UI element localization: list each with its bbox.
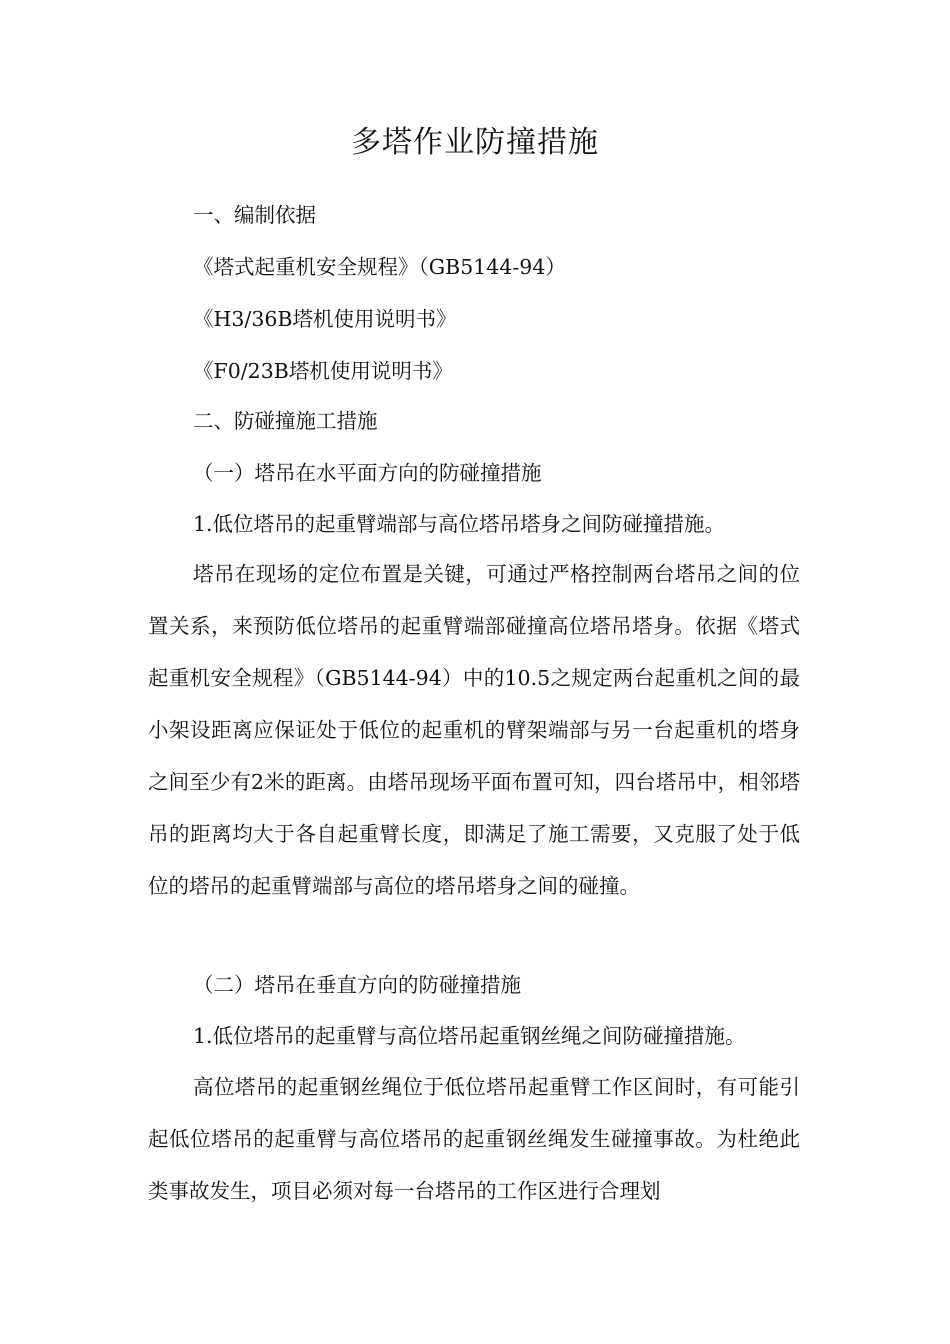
subsection1-heading: （一）塔吊在水平面方向的防碰撞措施 <box>193 461 542 485</box>
subsection1-item-1: 1.低位塔吊的起重臂端部与高位塔吊塔身之间防碰撞措施。 <box>193 512 726 536</box>
reference-item-1: 《塔式起重机安全规程》（GB5144-94） <box>193 255 566 279</box>
reference-item-3: 《F0/23B塔机使用说明书》 <box>193 359 453 383</box>
subsection1-paragraph: 塔吊在现场的定位布置是关键，可通过严格控制两台塔吊之间的位置关系，来预防低位塔吊的起重臂端部碰撞高位塔吊塔身。依据《塔式起重机安全规程》（GB5144-94）中的10.5之规定两台起重机之间的最小架设距离应保证处于低位的起重机的臂架端部与另一台起重机的塔身之间至少有2米的距离。由塔吊现场平面布置可知，四台塔吊中，相邻塔吊的距离均大于各自起重臂长度，即满足了施工需要，又克服了处于低位的塔吊的起重臂端部与高位的塔吊塔身之间的碰撞。 <box>148 562 800 898</box>
subsection2-heading: （二）塔吊在垂直方向的防碰撞措施 <box>193 973 521 997</box>
section2-heading: 二、防碰撞施工措施 <box>193 409 378 433</box>
subsection2-paragraph: 高位塔吊的起重钢丝绳位于低位塔吊起重臂工作区间时，有可能引起低位塔吊的起重臂与高位塔吊的起重钢丝绳发生碰撞事故。为杜绝此类事故发生，项目必须对每一台塔吊的工作区进行合理划 <box>148 1075 800 1203</box>
document-title: 多塔作业防撞措施 <box>351 125 599 160</box>
section1-heading: 一、编制依据 <box>193 203 316 227</box>
subsection2-item-1: 1.低位塔吊的起重臂与高位塔吊起重钢丝绳之间防碰撞措施。 <box>193 1024 746 1048</box>
reference-item-2: 《H3/36B塔机使用说明书》 <box>193 307 457 331</box>
